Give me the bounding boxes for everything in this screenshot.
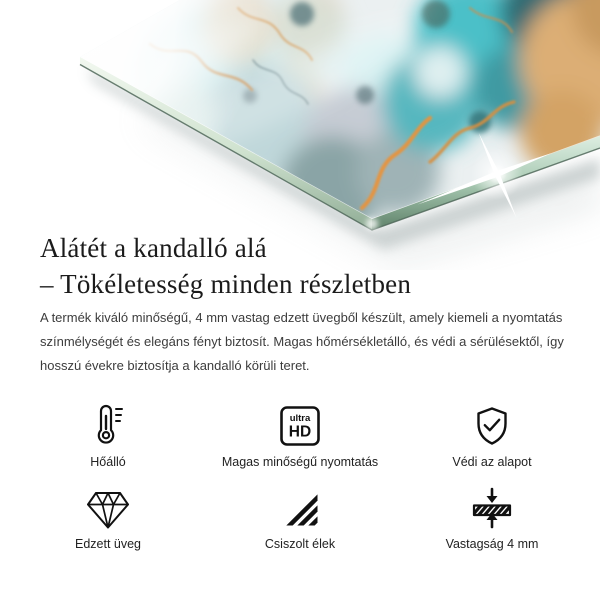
ultra-hd-text-bottom: HD	[288, 423, 312, 441]
title-line2: – Tökéletesség minden részletben	[40, 269, 412, 299]
title-line1: Alátét a kandalló alá	[40, 233, 267, 263]
feature-label: Edzett üveg	[74, 537, 141, 551]
feature-label: Magas minőségű nyomtatás	[221, 455, 379, 469]
feature-print-quality	[204, 398, 396, 480]
polished-edges-icon	[278, 480, 322, 530]
diamond-icon	[85, 480, 131, 530]
product-description: A termék kiváló minőségű, 4 mm vastag edzett üvegből készült, amely kiemeli a nyomtatás színmélységét és elegáns fényt biztosít. Magas hőmérsékletálló, és védi a sérülésektől, így hosszú évekre biztosítja a kandalló körüli teret.	[40, 310, 564, 373]
ultra-hd-text-top: ultra	[289, 413, 311, 424]
feature-tempered-glass	[12, 480, 204, 562]
feature-label: Védi az alapot	[452, 455, 532, 469]
feature-thickness	[396, 480, 588, 562]
features-grid	[12, 398, 588, 562]
shield-check-icon	[470, 398, 514, 448]
page-title	[40, 230, 411, 302]
feature-label: Csiszolt élek	[264, 537, 336, 551]
feature-label: Hőálló	[90, 455, 126, 469]
thermometer-icon	[86, 398, 130, 448]
thickness-icon	[470, 480, 514, 530]
feature-label: Vastagság 4 mm	[445, 537, 539, 551]
feature-protects-base	[396, 398, 588, 480]
feature-polished-edges	[204, 480, 396, 562]
ultra-hd-icon	[278, 398, 322, 448]
feature-heat-resistant	[12, 398, 204, 480]
